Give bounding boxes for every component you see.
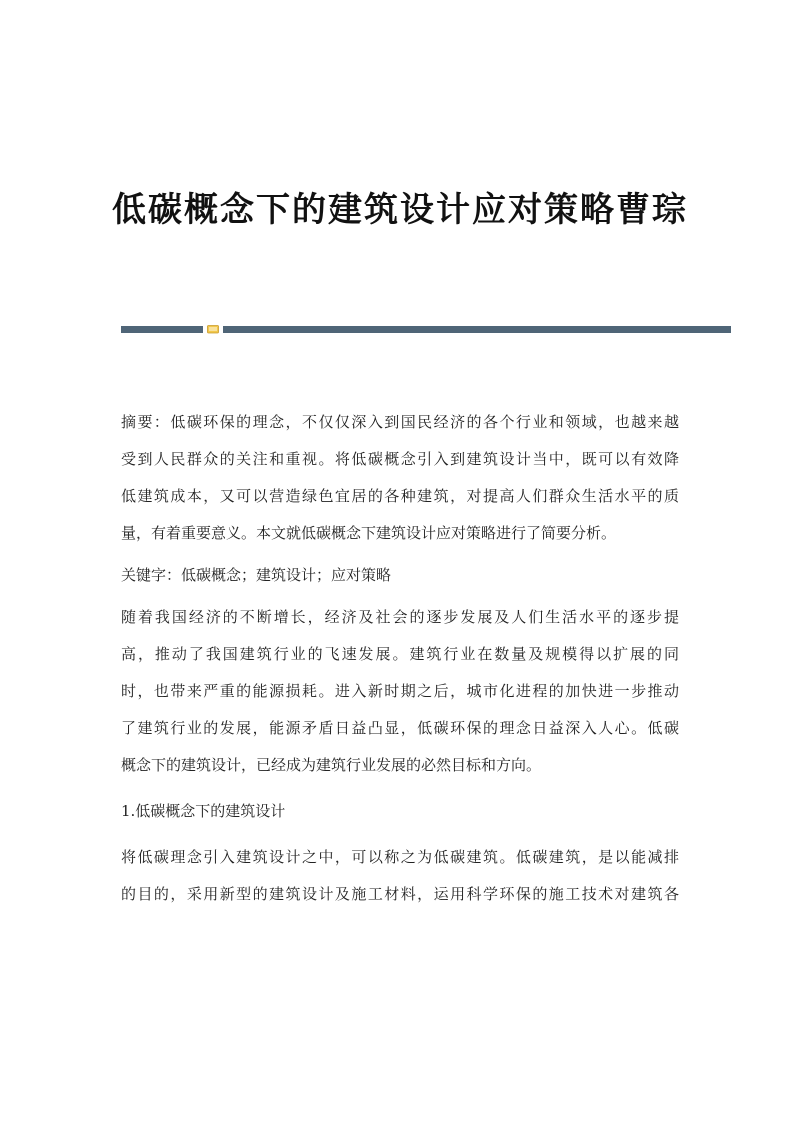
book-icon <box>207 324 219 334</box>
abstract-paragraph <box>121 404 679 552</box>
abstract-line: 低建筑成本，又可以营造绿色宜居的各种建筑，对提高人们群众生活水平的质 <box>121 487 679 505</box>
section-heading: 1.低碳概念下的建筑设计 <box>121 802 286 820</box>
divider-bar-right <box>223 326 731 333</box>
abstract-line: 受到人民群众的关注和重视。将低碳概念引入到建筑设计当中，既可以有效降 <box>121 450 679 468</box>
intro-line: 概念下的建筑设计，已经成为建筑行业发展的必然目标和方向。 <box>121 756 542 774</box>
intro-line: 高，推动了我国建筑行业的飞速发展。建筑行业在数量及规模得以扩展的同 <box>121 645 679 663</box>
intro-line: 了建筑行业的发展，能源矛盾日益凸显，低碳环保的理念日益深入人心。低碳 <box>121 719 679 737</box>
intro-line: 随着我国经济的不断增长，经济及社会的逐步发展及人们生活水平的逐步提 <box>121 608 679 626</box>
section-line: 将低碳理念引入建筑设计之中，可以称之为低碳建筑。低碳建筑，是以能减排 <box>121 848 679 866</box>
document-body <box>121 404 679 913</box>
document-title: 低碳概念下的建筑设计应对策略曹琮 <box>112 190 688 230</box>
section-line: 的目的，采用新型的建筑设计及施工材料，运用科学环保的施工技术对建筑各 <box>121 885 679 903</box>
intro-paragraph <box>121 599 679 784</box>
keywords-line: 关键字：低碳概念；建筑设计；应对策略 <box>121 566 392 584</box>
section-paragraph <box>121 839 679 913</box>
intro-line: 时，也带来严重的能源损耗。进入新时期之后，城市化进程的加快进一步推动 <box>121 682 679 700</box>
abstract-line: 摘要：低碳环保的理念，不仅仅深入到国民经济的各个行业和领域，也越来越 <box>121 413 679 431</box>
divider-bar-left <box>121 326 203 333</box>
title-divider <box>121 326 731 333</box>
abstract-line: 量，有着重要意义。本文就低碳概念下建筑设计应对策略进行了简要分析。 <box>121 524 617 542</box>
